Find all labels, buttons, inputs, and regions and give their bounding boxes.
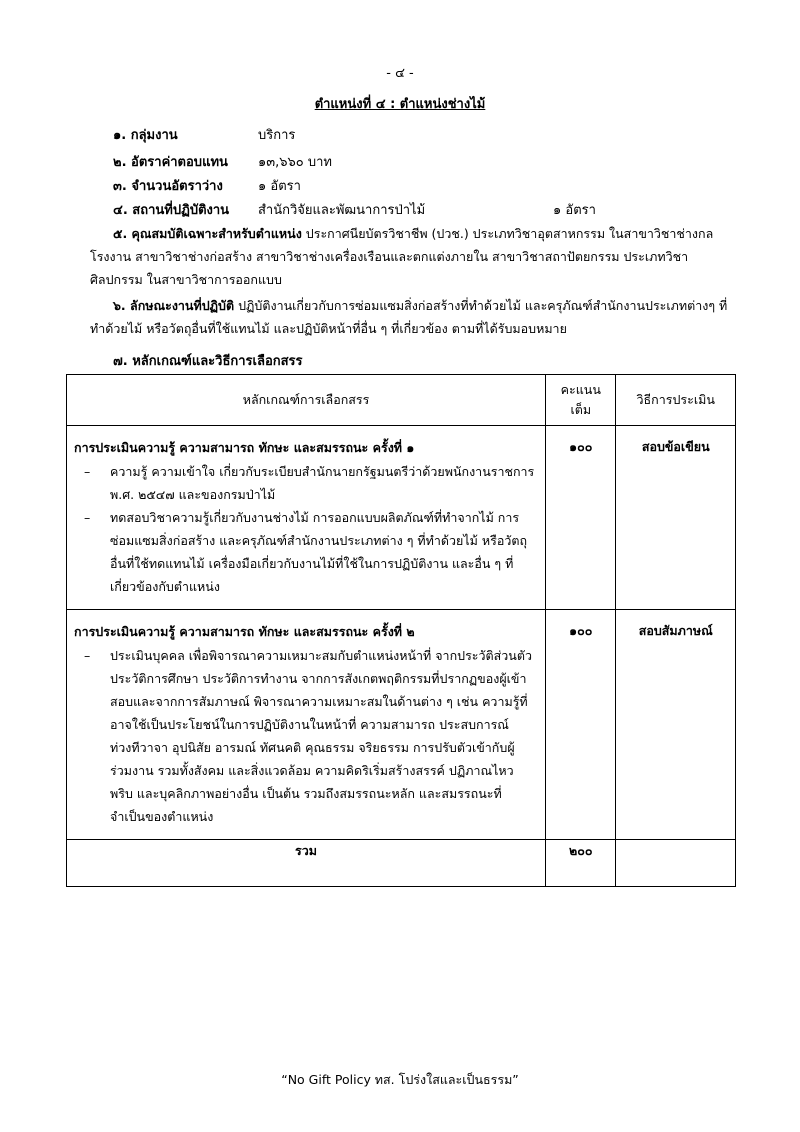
method-cell: สอบข้อเขียน [616,426,736,610]
field-value: ๑๓,๖๖๐ บาท [258,155,332,170]
field-vacancies [113,177,301,197]
list-item-text: ทดสอบวิชาความรู้เกี่ยวกับงานช่างไม้ การออกแบบผลิตภัณฑ์ที่ทำจากไม้ การซ่อมแซมสิ่งก่อสร้าง และครุภัณฑ์สำนักงานประเภทต่าง ๆ ที่ทำด้วยไม้ หรือวัตถุอื่นที่ใช้ทดแทนไม้ เครื่องมือเกี่ยวกับงานไม้ที่ใช้ในการปฏิบัติงาน และอื่น ๆ ที่เกี่ยวข้องกับตำแหน่ง [110,510,528,594]
field-value: บริการ [258,128,296,143]
method-cell: สอบสัมภาษณ์ [616,610,736,840]
bullet-dash: – [84,464,91,479]
qualification-label: ๕. คุณสมบัติเฉพาะสำหรับตำแหน่ง [113,226,302,241]
field-extra-value: ๑ อัตรา [553,203,596,218]
table-row [67,426,736,610]
header-score-line2: เต็ม [570,402,592,417]
bullet-dash: – [84,510,91,525]
list-item-text: ความรู้ ความเข้าใจ เกี่ยวกับระเบียบสำนักนายกรัฐมนตรีว่าด้วยพนักงานราชการ พ.ศ. ๒๕๔๗ และของกรมป่าไม้ [110,464,535,502]
total-label: รวม [67,840,546,887]
criteria-table [66,374,736,887]
field-compensation [113,153,332,173]
page-number: - ๔ - [386,66,414,81]
criteria-title: การประเมินความรู้ ความสามารถ ทักษะ และสมรรถนะ ครั้งที่ ๑ [74,440,415,455]
total-method-empty [616,840,736,887]
field-label: ๑. กลุ่มงาน [113,128,178,143]
list-item [68,460,544,506]
bullet-dash: – [84,648,91,663]
header-score-line1: คะแนน [560,382,601,397]
duties-label: ๖. ลักษณะงานที่ปฏิบัติ [113,298,235,313]
field-workplace [113,201,596,221]
score-cell: ๑๐๐ [546,426,616,610]
criteria-title: การประเมินความรู้ ความสามารถ ทักษะ และสมรรถนะ ครั้งที่ ๒ [74,624,415,639]
field-work-group [113,126,295,146]
criteria-list [68,460,544,598]
total-score: ๒๐๐ [546,840,616,887]
field-label: ๔. สถานที่ปฏิบัติงาน [113,203,230,218]
criteria-cell [67,610,546,840]
page-title: ตำแหน่งที่ ๔ : ตำแหน่งช่างไม้ [314,97,486,112]
duties-paragraph [90,294,730,340]
list-item [68,644,544,828]
score-cell: ๑๐๐ [546,610,616,840]
qualification-paragraph [90,222,730,291]
footer-slogan: “No Gift Policy ทส. โปร่งใสและเป็นธรรม” [281,1072,519,1087]
header-method: วิธีการประเมิน [616,375,736,426]
list-item-text: ประเมินบุคคล เพื่อพิจารณาความเหมาะสมกับตำแหน่งหน้าที่ จากประวัติส่วนตัว ประวัติการศึกษา ประวัติการทำงาน จากการสังเกตพฤติกรรมที่ปรากฏของผู้เข้าสอบและจากการสัมภาษณ์ พิจารณาความเหมาะสมในด้านต่าง ๆ เช่น ความรู้ที่อาจใช้เป็นประโยชน์ในการปฏิบัติงานในหน้าที่ ความสามารถ ประสบการณ์ ท่วงทีวาจา อุปนิสัย อารมณ์ ทัศนคติ คุณธรรม จริยธรรม การปรับตัวเข้ากับผู้ร่วมงาน รวมทั้งสังคม และสิ่งแวดล้อม ความคิดริเริ่มสร้างสรรค์ ปฏิภาณไหวพริบ และบุคลิกภาพอย่างอื่น เป็นต้น รวมถึงสมรรถนะหลัก และสมรรถนะที่จำเป็นของตำแหน่ง [110,648,532,824]
qualification-text: ประกาศนียบัตรวิชาชีพ (ปวช.) ประเภทวิชาอุตสาหกรรม ในสาขาวิชาช่างกลโรงงาน สาขาวิชาช่างก่อสร้าง สาขาวิชาช่างเครื่องเรือนและตกแต่งภายใน สาขาวิชาสถาปัตยกรรม ประเภทวิชาศิลปกรรม ในสาขาวิชาการออกแบบ [90,226,714,287]
field-label: ๒. อัตราค่าตอบแทน [113,155,228,170]
header-criteria: หลักเกณฑ์การเลือกสรร [67,375,546,426]
total-row [67,840,736,887]
field-label: ๓. จำนวนอัตราว่าง [113,179,223,194]
table-header-row [67,375,736,426]
duties-text: ปฏิบัติงานเกี่ยวกับการซ่อมแซมสิ่งก่อสร้างที่ทำด้วยไม้ และครุภัณฑ์สำนักงานประเภทต่างๆ ที่ทำด้วยไม้ หรือวัตถุอื่นที่ใช้แทนไม้ และปฏิบัติหน้าที่อื่น ๆ ที่เกี่ยวข้อง ตามที่ได้รับมอบหมาย [90,298,728,336]
criteria-list [68,644,544,828]
list-item [68,506,544,598]
section-7-label: ๗. หลักเกณฑ์และวิธีการเลือกสรร [113,354,303,369]
table-row [67,610,736,840]
criteria-cell [67,426,546,610]
field-value: ๑ อัตรา [258,179,301,194]
header-full-score [546,375,616,426]
field-value: สำนักวิจัยและพัฒนาการป่าไม้ [258,203,426,218]
